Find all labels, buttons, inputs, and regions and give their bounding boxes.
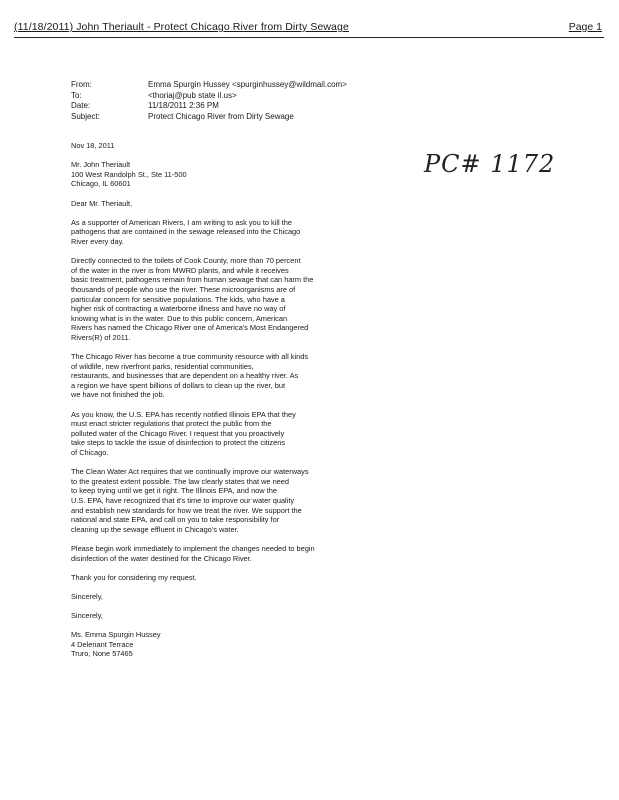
letter-line: Truro, None 57465 — [71, 649, 133, 659]
letter-line: particular concern for sensitive populations. The kids, who have a — [71, 294, 285, 304]
letter-line: Sincerely, — [71, 591, 103, 601]
meta-value: <thoriaj@pub state il.us> — [148, 90, 237, 100]
email-meta — [71, 80, 347, 122]
page-number: Page 1 — [568, 21, 602, 33]
letter-line: must enact stricter regulations that protect the public from the — [71, 419, 272, 429]
paragraph-gap — [71, 582, 346, 592]
letter-line: and establish new standards for how we treat the river. We support the — [71, 505, 302, 515]
letter-line: of Chicago. — [71, 448, 109, 457]
header-title: (11/18/2011) John Theriault - Protect Chicago River from Dirty Sewage — [14, 21, 349, 33]
meta-value: Emma Spurgin Hussey <spurginhussey@wildmail.com> — [148, 80, 347, 89]
letter-line: to the greatest extent possible. The law clearly states that we need — [71, 476, 290, 486]
letter-line: Directly connected to the toilets of Cook County, more than 70 percent — [71, 256, 301, 266]
meta-row-date — [71, 101, 347, 112]
meta-row-from — [71, 80, 347, 91]
letter-line: of wildlife, new riverfront parks, residential communities, — [71, 361, 254, 371]
meta-value: Protect Chicago River from Dirty Sewage — [148, 111, 294, 121]
letter-line: thousands of people who use the river. These microorganisms are of — [71, 284, 296, 294]
letter-line: cleaning up the sewage effluent in Chicago's water. — [71, 524, 239, 534]
letter-line: U.S. EPA, have recognized that it's time to improve our water quality — [71, 495, 295, 505]
letter-line: knowing what is in the water. Due to this public concern, American — [71, 313, 288, 323]
letter-line: Rivers(R) of 2011. — [71, 332, 131, 342]
letter-line: Please begin work immediately to implement the changes needed to begin — [71, 543, 315, 553]
paragraph-gap — [71, 458, 346, 468]
letter-line: Thank you for considering my request. — [71, 572, 197, 582]
letter-line: we have not finished the job. — [71, 390, 165, 400]
letter-line: disinfection of the water destined for the Chicago River. — [71, 553, 252, 563]
letter-line: restaurants, and businesses that are dependent on a healthy river. As — [71, 371, 299, 381]
paragraph-gap — [71, 621, 346, 631]
letter-line: As you know, the U.S. EPA has recently notified Illinois EPA that they — [71, 409, 296, 419]
letter-line: basic treatment, pathogens remain from human sewage that can harm the — [71, 275, 314, 285]
handwritten-stamp — [424, 150, 584, 184]
paragraph-gap — [71, 400, 346, 410]
letter-line: 100 West Randolph St., Ste 11-500 — [71, 169, 187, 179]
letter-line: River every day. — [71, 236, 124, 246]
meta-label: To: — [71, 90, 82, 100]
meta-label: From: — [71, 80, 92, 89]
meta-row-to — [71, 91, 347, 102]
meta-value: 11/18/2011 2:36 PM — [148, 101, 219, 110]
paragraph-gap — [71, 342, 346, 352]
paragraph-gap — [71, 563, 346, 573]
stamp-text: PC# 1172 — [424, 150, 556, 178]
letter-line: higher risk of contracting a waterborne illness and have no way of — [71, 304, 286, 314]
page-header — [14, 21, 604, 38]
paragraph-gap — [71, 247, 346, 257]
letter-line: of the water in the river is from MWRD plants, and while it receives — [71, 265, 289, 275]
letter-line: 4 Delenant Terrace — [71, 639, 134, 649]
letter-body — [71, 141, 346, 659]
letter-line: The Clean Water Act requires that we continually improve our waterways — [71, 467, 309, 477]
letter-line: Ms. Emma Spurgin Hussey — [71, 630, 161, 640]
letter-line: Dear Mr. Theriault, — [71, 198, 133, 208]
letter-line: take steps to tackle the issue of disinfection to protect the citizens — [71, 438, 286, 448]
letter-line: Sincerely, — [71, 611, 103, 621]
letter-line: pathogens that are contained in the sewage released into the Chicago — [71, 227, 301, 237]
paragraph-gap — [71, 534, 346, 544]
letter-line: Rivers has named the Chicago River one of America's Most Endangered — [71, 323, 309, 333]
letter-line: Mr. John Theriault — [71, 160, 131, 170]
letter-line: The Chicago River has become a true community resource with all kinds — [71, 352, 309, 362]
meta-label: Date: — [71, 101, 91, 110]
paragraph-gap — [71, 151, 346, 161]
letter-line: to keep trying until we get it right. The Illinois EPA, and now the — [71, 486, 277, 496]
paragraph-gap — [71, 208, 346, 218]
letter-line: national and state EPA, and call on you to take responsibility for — [71, 515, 280, 525]
meta-row-subject — [71, 112, 347, 123]
letter-line: a region we have spent billions of dollars to clean up the river, but — [71, 380, 286, 390]
letter-line: Chicago, IL 60601 — [71, 179, 131, 189]
letter-line: Nov 18, 2011 — [71, 141, 115, 150]
letter-line: As a supporter of American Rivers, I am writing to ask you to kill the — [71, 217, 292, 227]
paragraph-gap — [71, 189, 346, 199]
paragraph-gap — [71, 602, 346, 612]
meta-label: Subject: — [71, 111, 100, 121]
letter-line: polluted water of the Chicago River. I request that you proactively — [71, 428, 285, 438]
